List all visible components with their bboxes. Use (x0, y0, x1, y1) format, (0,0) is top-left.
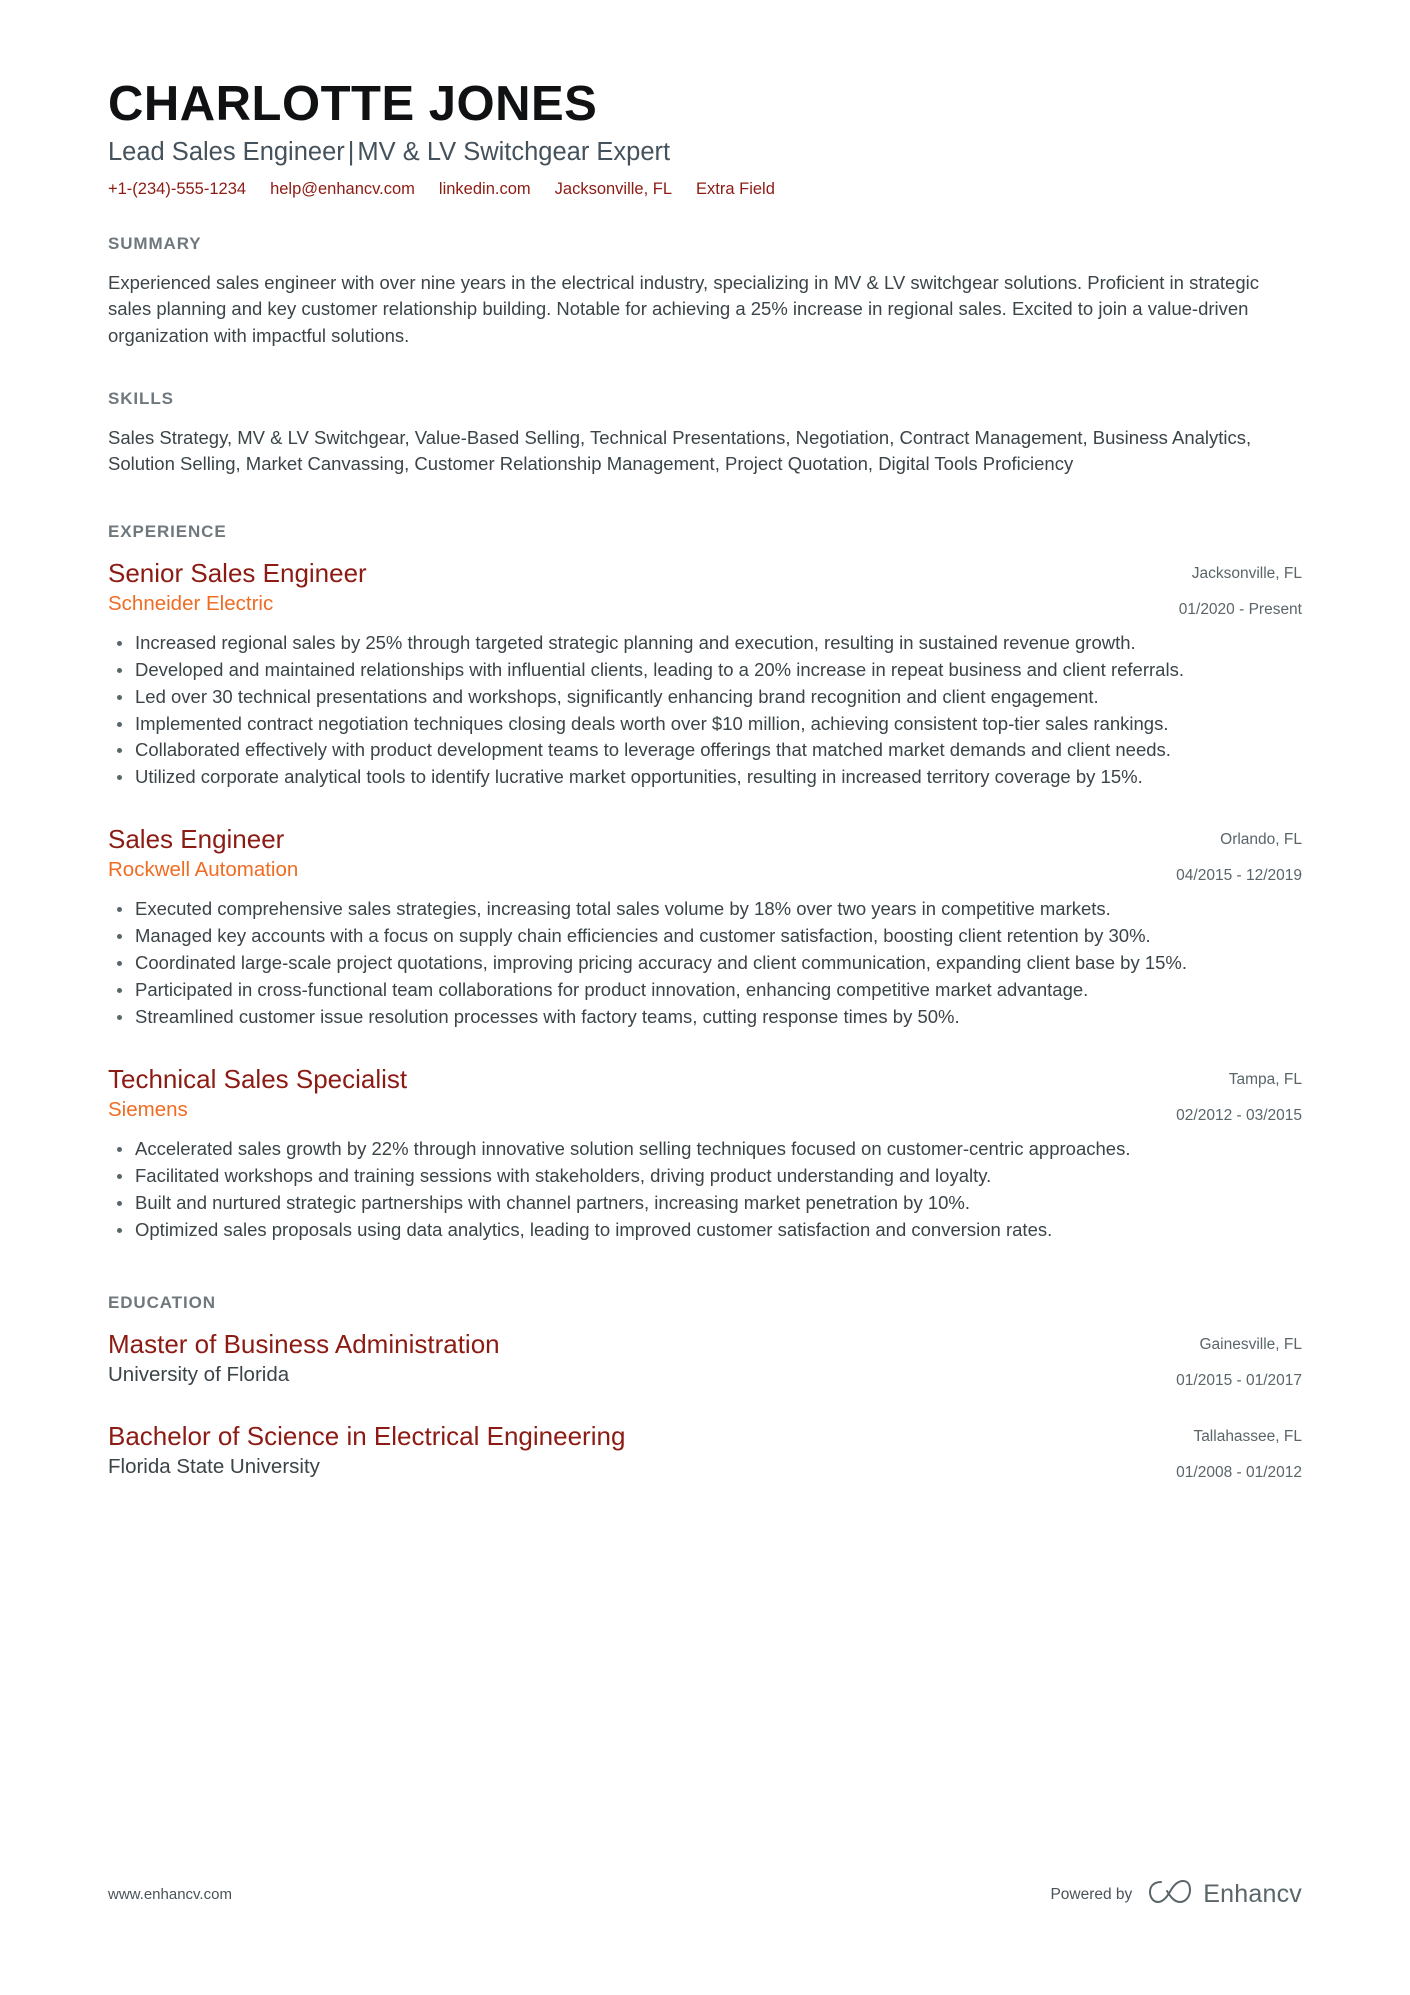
job-bullets (108, 896, 1302, 1029)
list-item: Managed key accounts with a focus on supply chain efficiencies and customer satisfaction, boosting client retention by 30%. (108, 923, 1302, 949)
education-entry-meta (1176, 1421, 1302, 1483)
page-footer (108, 1878, 1302, 1911)
footer-branding (1050, 1878, 1302, 1911)
enhancv-brand-name: Enhancv (1203, 1880, 1302, 1908)
job-bullets (108, 630, 1302, 790)
education-dates: 01/2015 - 01/2017 (1176, 1371, 1302, 1389)
list-item: Optimized sales proposals using data analytics, leading to improved customer satisfaction and conversion rates. (108, 1217, 1302, 1243)
list-item: Streamlined customer issue resolution processes with factory teams, cutting response times by 50%. (108, 1004, 1302, 1030)
experience-entry-head (108, 1064, 1302, 1126)
summary-text: Experienced sales engineer with over nine years in the electrical industry, specializing in MV & LV switchgear solutions. Proficient in strategic sales planning and key customer relationship building. Notable for achieving a 25% increase in regional sales. Excited to join a value-driven organization with impactful solutions. (108, 272, 1259, 346)
section-title-experience: EXPERIENCE (108, 521, 227, 541)
enhancv-infinity-logo-icon (1148, 1878, 1192, 1911)
list-item: Accelerated sales growth by 22% through innovative solution selling techniques focused on customer-centric approaches. (108, 1136, 1302, 1162)
headline-role: Lead Sales Engineer (108, 137, 345, 166)
list-item: Facilitated workshops and training sessions with stakeholders, driving product understanding and loyalty. (108, 1163, 1302, 1189)
section-summary (108, 234, 1302, 349)
list-item: Collaborated effectively with product development teams to leverage offerings that matched market demands and client needs. (108, 737, 1302, 763)
experience-entry-main (108, 558, 1179, 617)
job-bullets (108, 1136, 1302, 1243)
education-entry (108, 1421, 1302, 1483)
contact-phone[interactable]: +1-(234)-555-1234 (108, 179, 247, 198)
footer-website-url[interactable]: www.enhancv.com (108, 1886, 232, 1903)
education-entry-head (108, 1421, 1302, 1483)
list-item: Built and nurtured strategic partnerships with channel partners, increasing market penetration by 10%. (108, 1190, 1302, 1216)
company-name: Schneider Electric (108, 591, 274, 615)
institution-name: University of Florida (108, 1362, 290, 1386)
job-dates: 02/2012 - 03/2015 (1176, 1107, 1302, 1125)
job-location: Tampa, FL (1228, 1070, 1302, 1088)
job-location: Jacksonville, FL (1191, 564, 1302, 582)
education-location: Gainesville, FL (1199, 1335, 1302, 1353)
section-title-skills: SKILLS (108, 389, 174, 409)
headline-specialty: MV & LV Switchgear Expert (357, 137, 671, 166)
list-item: Participated in cross-functional team collaborations for product innovation, enhancing competitive market advantage. (108, 977, 1302, 1003)
education-entry-meta (1176, 1329, 1302, 1391)
job-title: Sales Engineer (108, 824, 285, 855)
degree-title: Bachelor of Science in Electrical Engineering (108, 1421, 626, 1452)
page-title: CHARLOTTE JONES (108, 77, 598, 131)
headline-separator: | (347, 137, 355, 166)
experience-entry-meta (1179, 558, 1302, 620)
education-entry-head (108, 1329, 1302, 1391)
contact-location[interactable]: Jacksonville, FL (554, 179, 673, 198)
education-entry (108, 1329, 1302, 1391)
education-location: Tallahassee, FL (1193, 1428, 1302, 1446)
powered-by-label: Powered by (1050, 1885, 1133, 1903)
experience-entry-head (108, 558, 1302, 620)
job-dates: 01/2020 - Present (1178, 600, 1302, 618)
contact-row (108, 179, 1302, 200)
education-entry-main (108, 1329, 1176, 1388)
list-item: Coordinated large-scale project quotations, improving pricing accuracy and client communication, expanding client base by 15%. (108, 950, 1302, 976)
experience-entry (108, 558, 1302, 791)
list-item: Increased regional sales by 25% through targeted strategic planning and execution, resulting in sustained revenue growth. (108, 630, 1302, 656)
institution-name: Florida State University (108, 1455, 320, 1479)
headline (108, 137, 1302, 169)
experience-entry-meta (1176, 824, 1302, 886)
skills-text: Sales Strategy, MV & LV Switchgear, Value-Based Selling, Technical Presentations, Negotiation, Contract Management, Business Analytics, Solution Selling, Market Canvassing, Customer Relationship Management, Project Quotation, Digital Tools Proficiency (108, 427, 1252, 475)
list-item: Led over 30 technical presentations and workshops, significantly enhancing brand recognition and client engagement. (108, 684, 1302, 710)
degree-title: Master of Business Administration (108, 1328, 500, 1359)
experience-entry-head (108, 824, 1302, 886)
experience-entry-meta (1176, 1064, 1302, 1126)
job-location: Orlando, FL (1220, 831, 1302, 849)
job-title: Technical Sales Specialist (108, 1063, 408, 1094)
education-dates: 01/2008 - 01/2012 (1176, 1464, 1302, 1482)
section-experience (108, 522, 1302, 1243)
list-item: Implemented contract negotiation techniques closing deals worth over $10 million, achieving consistent top-tier sales rankings. (108, 711, 1302, 737)
company-name: Rockwell Automation (108, 858, 299, 882)
experience-entry (108, 824, 1302, 1030)
list-item: Developed and maintained relationships with influential clients, leading to a 20% increase in repeat business and client referrals. (108, 657, 1302, 683)
section-title-summary: SUMMARY (108, 234, 202, 254)
contact-extra-field[interactable]: Extra Field (696, 179, 775, 198)
company-name: Siemens (108, 1098, 188, 1122)
contact-email[interactable]: help@enhancv.com (270, 179, 415, 198)
section-education (108, 1293, 1302, 1484)
job-title: Senior Sales Engineer (108, 557, 367, 588)
experience-entry (108, 1064, 1302, 1243)
enhancv-brand (1148, 1878, 1302, 1911)
list-item: Executed comprehensive sales strategies, increasing total sales volume by 18% over two years in competitive markets. (108, 896, 1302, 922)
contact-linkedin[interactable]: linkedin.com (438, 179, 531, 198)
job-dates: 04/2015 - 12/2019 (1176, 867, 1302, 885)
experience-entry-main (108, 1064, 1176, 1123)
section-skills (108, 389, 1302, 478)
resume-header (108, 78, 1302, 200)
list-item: Utilized corporate analytical tools to identify lucrative market opportunities, resulting in increased territory coverage by 15%. (108, 764, 1302, 790)
section-title-education: EDUCATION (108, 1292, 216, 1312)
experience-entry-main (108, 824, 1176, 883)
education-entry-main (108, 1421, 1176, 1480)
